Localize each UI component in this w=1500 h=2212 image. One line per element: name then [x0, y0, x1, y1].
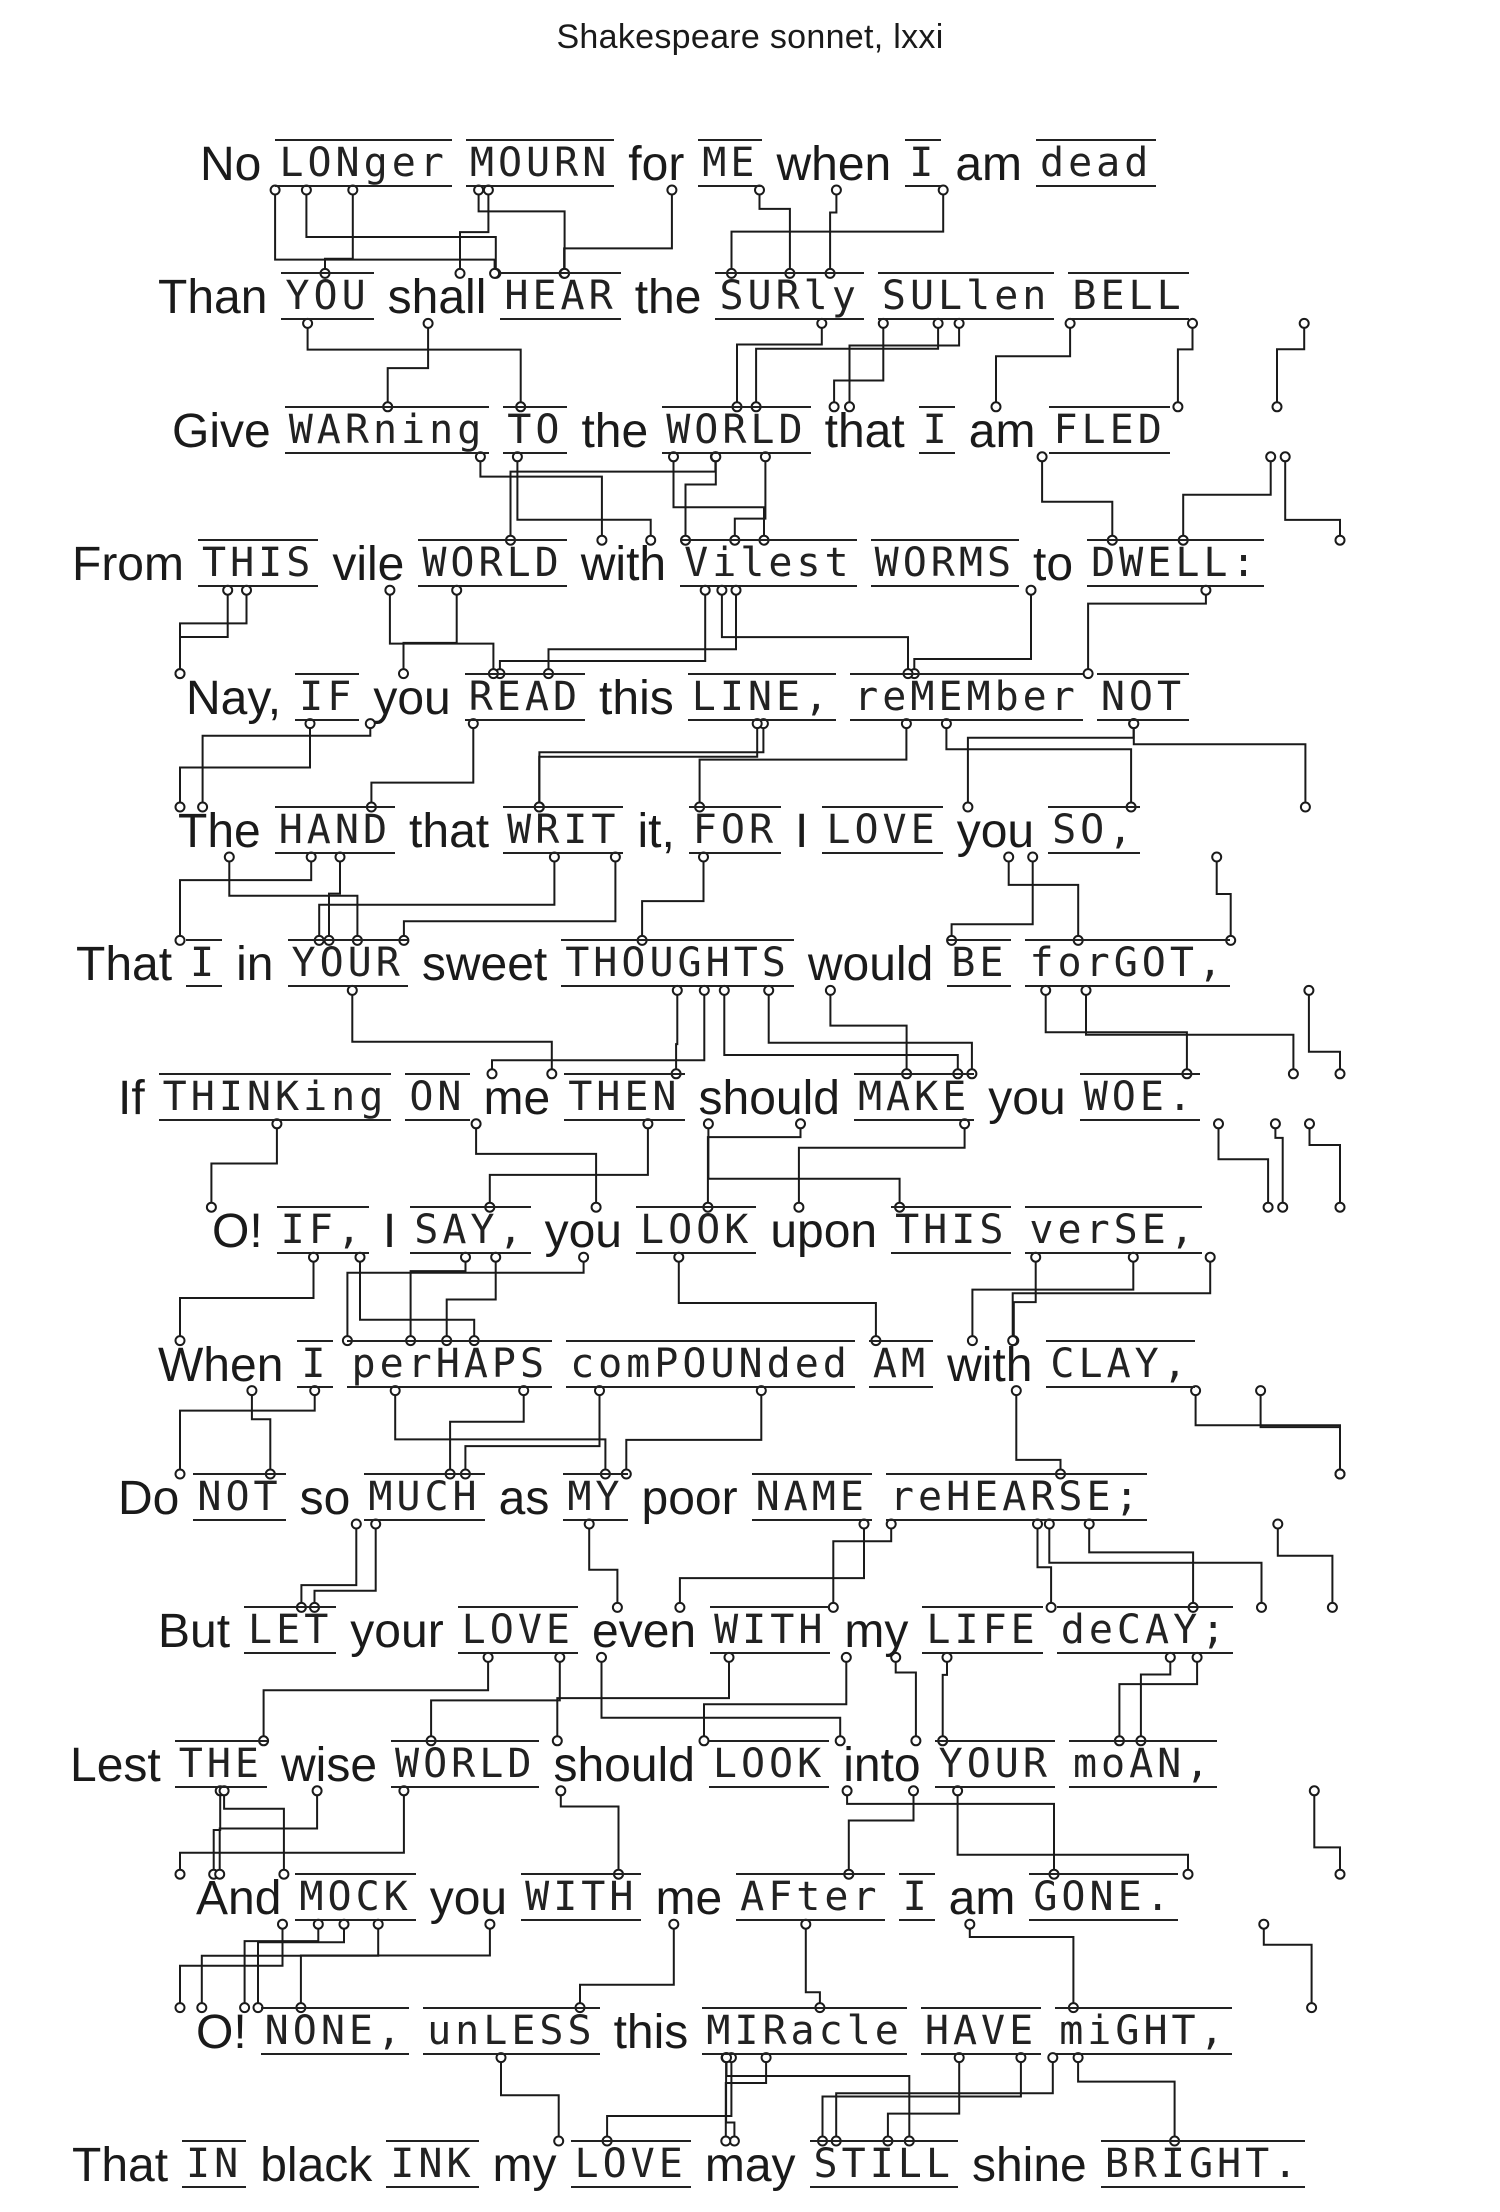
verse-word: you: [373, 671, 451, 725]
verse-word: Lest: [70, 1738, 161, 1792]
wire: [329, 857, 340, 940]
circuit-glyph-word: THE: [175, 1740, 267, 1788]
verse-word: O!: [212, 1205, 263, 1259]
verse-word: your: [350, 1605, 444, 1659]
wire: [968, 724, 1134, 807]
wire: [799, 1124, 965, 1207]
wire-node: [1336, 1470, 1345, 1479]
verse-word: I: [795, 805, 809, 858]
circuit-glyph-word: THIS: [891, 1206, 1011, 1254]
wire: [1261, 1391, 1340, 1474]
wire: [1183, 457, 1271, 540]
wire-node: [1259, 1920, 1268, 1929]
wire: [850, 323, 960, 406]
wire: [1219, 1124, 1269, 1207]
verse-word: that: [409, 805, 490, 858]
circuit-glyph-word: WORLD: [418, 539, 566, 587]
circuit-glyph-word: MOURN: [466, 139, 614, 187]
verse-word: me: [483, 1071, 551, 1125]
verse-line: [196, 1864, 1192, 1934]
wire: [500, 590, 705, 673]
verse-word: am: [955, 138, 1022, 191]
wire: [708, 1124, 801, 1207]
wire-node: [1336, 1203, 1345, 1212]
wire: [180, 857, 311, 940]
wire: [1217, 857, 1231, 940]
wire: [352, 990, 552, 1073]
wire: [220, 1791, 317, 1874]
verse-word: That: [76, 938, 173, 992]
verse-line: [72, 530, 1278, 600]
wire: [480, 457, 602, 540]
verse-line: [172, 397, 1184, 467]
verse-word: Than: [158, 271, 268, 325]
circuit-glyph-word: WORLD: [391, 1740, 539, 1788]
verse-word: this: [599, 671, 674, 725]
circuit-glyph-word: MOCK: [295, 1873, 415, 1921]
wire: [1309, 990, 1340, 1073]
wire: [680, 1524, 864, 1607]
verse-word: my: [492, 2139, 557, 2192]
verse-word: should: [698, 1071, 840, 1125]
wire: [946, 724, 1131, 807]
circuit-glyph-word: SO,: [1048, 806, 1140, 854]
wire-node: [1336, 536, 1345, 545]
verse-line: [158, 263, 1203, 333]
verse-word: Nay,: [186, 671, 282, 725]
wire: [388, 323, 428, 406]
wire-node: [1264, 1203, 1273, 1212]
wire: [1134, 724, 1306, 807]
wire-node: [1273, 402, 1282, 411]
verse-word: so: [299, 1472, 351, 1525]
wire: [1009, 857, 1078, 940]
verse-word: black: [260, 2139, 373, 2192]
wire: [679, 1257, 876, 1340]
circuit-glyph-word: I: [905, 139, 941, 187]
wire: [492, 990, 704, 1073]
wire-node: [1301, 803, 1310, 812]
wire: [674, 457, 765, 540]
wire: [952, 857, 1033, 940]
verse-word: From: [72, 538, 184, 592]
circuit-glyph-word: WRIT: [503, 806, 623, 854]
circuit-glyph-word: WORMS: [871, 539, 1019, 587]
wire: [319, 857, 554, 940]
circuit-glyph-word: TO: [503, 406, 567, 454]
circuit-glyph-word: perHAPS: [347, 1340, 552, 1388]
circuit-glyph-word: IF: [295, 673, 359, 721]
circuit-glyph-word: STILL: [810, 2140, 958, 2188]
circuit-glyph-word: comPOUNded: [566, 1340, 855, 1388]
wire: [315, 1524, 376, 1607]
verse-word: O!: [196, 2005, 247, 2059]
wire-node: [1289, 1069, 1298, 1078]
wire: [180, 1391, 315, 1474]
verse-word: shine: [971, 2139, 1087, 2192]
wire: [460, 190, 488, 273]
wire-node: [1212, 853, 1221, 862]
verse-word: may: [704, 2139, 796, 2192]
verse-word: for: [628, 138, 685, 191]
verse-word: when: [776, 138, 892, 191]
wire-node: [1271, 1119, 1280, 1128]
wire: [756, 323, 938, 406]
wire: [996, 323, 1070, 406]
verse-word: as: [498, 1472, 550, 1525]
wire: [224, 1791, 284, 1874]
wire: [943, 1657, 947, 1740]
circuit-glyph-word: I: [297, 1340, 333, 1388]
wire-node: [1214, 1119, 1223, 1128]
wire: [301, 1524, 356, 1607]
circuit-glyph-word: THOUGHTS: [561, 939, 794, 987]
circuit-glyph-word: miGHT,: [1055, 2007, 1232, 2055]
circuit-glyph-word: BRIGHT.: [1101, 2140, 1306, 2188]
circuit-glyph-word: BELL: [1068, 272, 1188, 320]
verse-line: [72, 2131, 1319, 2201]
wire: [264, 1657, 489, 1740]
wire: [325, 190, 353, 273]
wire: [539, 724, 763, 807]
circuit-glyph-word: WORLD: [662, 406, 810, 454]
wire-node: [1257, 1603, 1266, 1612]
circuit-glyph-word: ON: [405, 1073, 469, 1121]
verse-line: [70, 1731, 1231, 1801]
verse-word: Do: [118, 1472, 180, 1525]
verse-word: poor: [641, 1472, 738, 1525]
verse-word: you: [988, 1071, 1066, 1125]
wire: [561, 1791, 619, 1874]
verse-word: would: [807, 938, 934, 992]
circuit-glyph-word: HAVE: [921, 2007, 1041, 2055]
circuit-glyph-word: verSE,: [1025, 1206, 1202, 1254]
wire: [308, 323, 521, 406]
wire: [1314, 1791, 1340, 1874]
wire: [737, 323, 822, 406]
circuit-glyph-word: WITH: [521, 1873, 641, 1921]
circuit-glyph-word: NONE,: [261, 2007, 409, 2055]
wire: [1278, 1524, 1333, 1607]
wire: [1264, 1924, 1312, 2007]
circuit-glyph-word: LOOK: [709, 1740, 829, 1788]
verse-word: it,: [637, 805, 675, 858]
verse-line: [158, 1331, 1209, 1401]
wire: [833, 1524, 891, 1607]
verse-word: my: [844, 1605, 909, 1659]
wire: [229, 857, 357, 940]
wire: [834, 323, 883, 406]
wire: [1016, 1391, 1060, 1474]
circuit-glyph-word: SURly: [715, 272, 863, 320]
wire: [1046, 990, 1187, 1073]
circuit-glyph-word: AM: [869, 1340, 933, 1388]
circuit-glyph-word: SULlen: [878, 272, 1055, 320]
circuit-glyph-word: I: [899, 1873, 935, 1921]
verse-word: That: [72, 2139, 169, 2192]
circuit-glyph-word: LOVE: [458, 1606, 578, 1654]
wire: [806, 1924, 820, 2007]
verse-word: upon: [770, 1205, 878, 1259]
page-title: Shakespeare sonnet, lxxi: [556, 18, 944, 56]
circuit-glyph-word: MIRacle: [702, 2007, 907, 2055]
circuit-glyph-word: LOOK: [636, 1206, 756, 1254]
wire: [476, 1124, 596, 1207]
circuit-glyph-word: NOT: [1097, 673, 1189, 721]
wire: [722, 590, 908, 673]
wire: [517, 457, 650, 540]
verse-line: [118, 1464, 1161, 1534]
wire: [607, 2058, 731, 2141]
verse-word: If: [118, 1071, 145, 1125]
verse-word: The: [178, 805, 261, 858]
wire: [479, 190, 565, 273]
wire: [1088, 590, 1206, 673]
circuit-glyph-word: MAKE: [854, 1073, 974, 1121]
circuit-glyph-word: IN: [182, 2140, 246, 2188]
wire: [970, 1924, 1074, 2007]
circuit-glyph-word: WOE.: [1080, 1073, 1200, 1121]
wire: [180, 1257, 314, 1340]
wire: [211, 1124, 277, 1207]
verse-word: to: [1033, 538, 1074, 592]
wire: [686, 457, 716, 540]
verse-word: sweet: [421, 938, 548, 992]
circuit-glyph-word: LINE,: [688, 673, 836, 721]
verse-word: But: [158, 1605, 231, 1659]
wire: [1014, 1257, 1036, 1340]
wire: [501, 2058, 559, 2141]
circuit-glyph-word: CLAY,: [1046, 1340, 1194, 1388]
verse-word: am: [948, 1872, 1016, 1926]
verse-word: Give: [172, 404, 271, 458]
circuit-glyph-word: WITH: [710, 1606, 830, 1654]
verse-word: me: [655, 1872, 723, 1926]
wire: [180, 590, 247, 673]
wire: [465, 1391, 599, 1474]
verse-word: No: [200, 138, 262, 191]
wire: [180, 590, 228, 673]
wire: [447, 1257, 496, 1340]
circuit-glyph-word: MUCH: [364, 1473, 484, 1521]
wire: [564, 190, 672, 273]
verse-line: [76, 930, 1244, 1000]
wire: [1078, 2058, 1175, 2141]
wire: [769, 990, 972, 1073]
circuit-glyph-word: LET: [244, 1606, 336, 1654]
circuit-glyph-word: ME: [698, 139, 762, 187]
wire: [390, 590, 494, 673]
circuit-glyph-word: SAY,: [410, 1206, 530, 1254]
circuit-glyph-word: HAND: [275, 806, 395, 854]
verse-word: shall: [387, 271, 487, 325]
wire: [972, 1257, 1133, 1340]
wire-node: [1266, 452, 1275, 461]
verse-word: the: [634, 271, 702, 325]
circuit-glyph-word: IF,: [277, 1206, 369, 1254]
verse-line: [212, 1197, 1216, 1267]
wire-node: [1305, 1119, 1314, 1128]
circuit-glyph-word: LOVE: [822, 806, 942, 854]
wire-node: [1336, 1069, 1345, 1078]
circuit-glyph-word: NAME: [752, 1473, 872, 1521]
circuit-glyph-word: Vilest: [680, 539, 857, 587]
wire: [1285, 457, 1340, 540]
wire: [404, 857, 616, 940]
wire-node: [1328, 1603, 1337, 1612]
verse-word: even: [592, 1605, 697, 1659]
wire: [431, 1657, 560, 1740]
circuit-glyph-word: AFter: [736, 1873, 884, 1921]
wire: [914, 590, 1031, 673]
wire: [704, 1657, 846, 1740]
circuit-glyph-word: HEAR: [500, 272, 620, 320]
wire: [1178, 323, 1193, 406]
wire: [676, 990, 677, 1073]
wire-node: [176, 669, 185, 678]
wire: [589, 1524, 617, 1607]
circuit-glyph-word: BE: [947, 939, 1011, 987]
circuit-glyph-word: GONE.: [1029, 1873, 1177, 1921]
wire-node: [176, 2003, 185, 2012]
wire: [1089, 1524, 1193, 1607]
verse-line: [196, 1998, 1246, 2068]
circuit-glyph-word: NOT: [193, 1473, 285, 1521]
wire-node: [1256, 1386, 1265, 1395]
wire: [1277, 323, 1304, 406]
wire: [847, 1791, 1054, 1874]
circuit-glyph-word: dead: [1036, 139, 1156, 187]
verse-word: the: [581, 404, 649, 458]
wire: [1042, 457, 1112, 540]
wire: [724, 990, 958, 1073]
circuit-glyph-word: unLESS: [423, 2007, 600, 2055]
wire-node: [1310, 1786, 1319, 1795]
wire-node: [1300, 319, 1309, 328]
wire: [395, 1391, 605, 1474]
verse-word: you: [429, 1872, 508, 1926]
circuit-glyph-word: LOVE: [571, 2140, 691, 2188]
verse-word: vile: [332, 538, 405, 592]
wire: [252, 1391, 270, 1474]
wire: [180, 1924, 283, 2007]
wire: [203, 724, 371, 807]
wire: [1013, 1257, 1210, 1340]
wire: [727, 2058, 910, 2141]
verse-word: When: [158, 1338, 284, 1392]
circuit-glyph-word: deCAY;: [1057, 1606, 1234, 1654]
verse-word: into: [843, 1738, 921, 1792]
circuit-glyph-word: reHEARSE;: [886, 1473, 1147, 1521]
wire: [1196, 1391, 1340, 1474]
circuit-glyph-word: FOR: [689, 806, 781, 854]
verse-word: that: [824, 404, 905, 458]
circuit-glyph-word: reMEMber: [850, 673, 1083, 721]
circuit-glyph-word: LIFE: [922, 1606, 1042, 1654]
wire: [580, 1924, 674, 2007]
circuit-glyph-word: I: [186, 939, 222, 987]
verse-word: should: [553, 1738, 695, 1792]
verse-word: in: [236, 938, 274, 992]
circuit-glyph-word: YOUR: [288, 939, 408, 987]
wire: [602, 1657, 841, 1740]
wire: [404, 590, 457, 673]
wire: [896, 1657, 916, 1740]
verse-word: you: [544, 1205, 622, 1259]
verse-word: this: [613, 2005, 689, 2059]
wire-node: [1281, 452, 1290, 461]
circuit-glyph-word: YOU: [281, 272, 373, 320]
circuit-glyph-word: MY: [563, 1473, 627, 1521]
circuit-glyph-word: YOUR: [935, 1740, 1055, 1788]
verse-line: [178, 797, 1154, 867]
circuit-glyph-word: THINKing: [159, 1073, 392, 1121]
circuit-glyph-word: DWELL:: [1087, 539, 1264, 587]
wire: [700, 724, 907, 807]
verse-line: [200, 130, 1170, 200]
wire: [1049, 1524, 1261, 1607]
circuit-glyph-word: I: [919, 406, 955, 454]
verse-word: And: [196, 1872, 282, 1926]
verse-word: with: [580, 538, 667, 592]
verse-word: wise: [280, 1738, 378, 1792]
wire: [1141, 1657, 1170, 1740]
wire: [1275, 1124, 1282, 1207]
verse-line: [186, 664, 1203, 734]
circuit-glyph-word: moAN,: [1069, 1740, 1217, 1788]
circuit-glyph-word: THEN: [564, 1073, 684, 1121]
circuit-glyph-word: READ: [465, 673, 585, 721]
circuit-glyph-word: FLED: [1049, 406, 1169, 454]
wire-node: [176, 1870, 185, 1879]
wire: [1310, 1124, 1341, 1207]
wire: [1119, 1657, 1197, 1740]
circuit-glyph-word: WARning: [285, 406, 490, 454]
wire: [642, 857, 703, 940]
wire-node: [1273, 1520, 1282, 1529]
wire: [450, 1391, 524, 1474]
wire: [371, 724, 473, 807]
circuit-glyph-word: LONger: [275, 139, 452, 187]
circuit-glyph-word: INK: [386, 2140, 478, 2188]
circuit-glyph-word: forGOT,: [1025, 939, 1230, 987]
wire: [830, 990, 906, 1073]
verse-word: you: [956, 805, 1035, 858]
wire: [888, 2058, 959, 2141]
wire: [823, 2058, 1021, 2141]
wire-node: [1304, 986, 1313, 995]
wire: [301, 1924, 490, 2007]
verse-word: I: [382, 1205, 397, 1259]
wire-node: [1307, 2003, 1316, 2012]
verse-line: [158, 1597, 1247, 1667]
wire-node: [1278, 1203, 1287, 1212]
wire-node: [1336, 1870, 1345, 1879]
circuit-glyph-word: THIS: [198, 539, 318, 587]
wire: [735, 457, 766, 540]
verse-line: [118, 1064, 1214, 1134]
wire: [626, 1391, 761, 1474]
verse-word: am: [968, 404, 1036, 458]
wire: [490, 1124, 648, 1207]
wire: [539, 724, 757, 807]
verse-word: with: [947, 1338, 1033, 1392]
